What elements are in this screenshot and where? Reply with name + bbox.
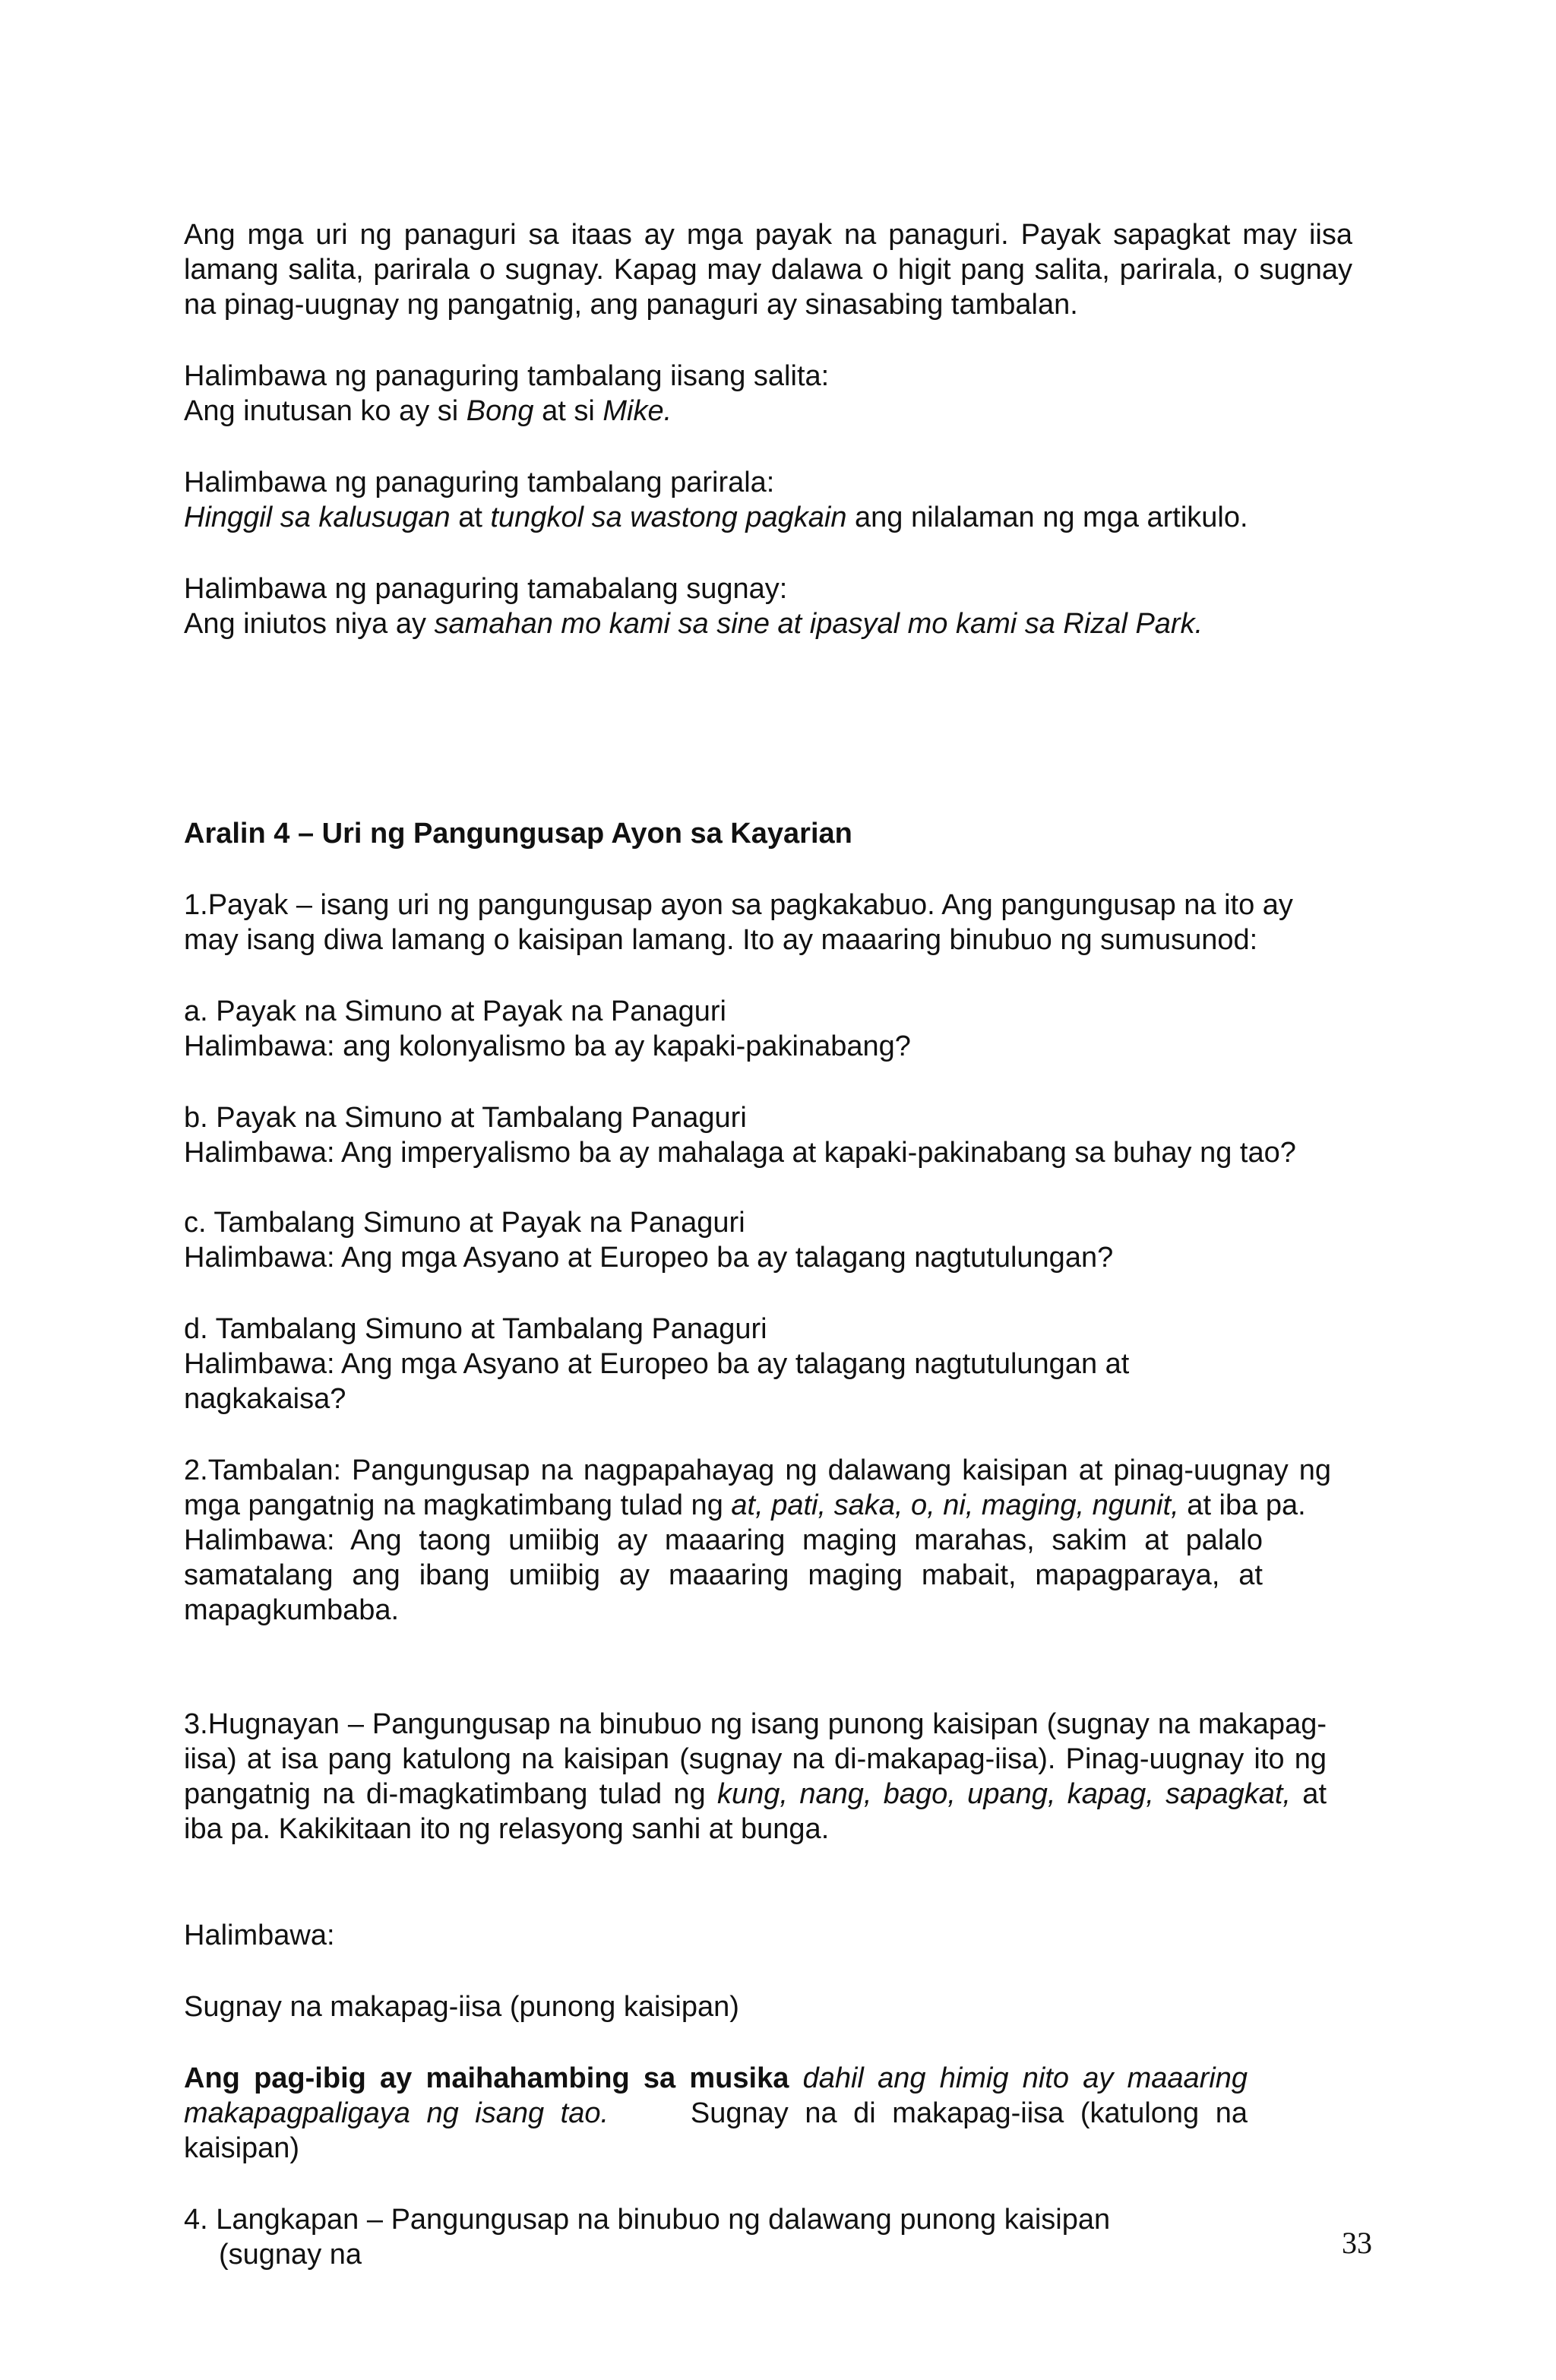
sub-b-block (184, 1100, 1415, 1170)
sub-c-title: c. Tambalang Simuno at Payak na Panaguri (184, 1207, 745, 1239)
sub-a-example: Halimbawa: ang kolonyalismo ba ay kapaki-pakinabang? (184, 1030, 911, 1062)
musika-block (184, 2061, 1256, 2166)
sub-a-title: a. Payak na Simuno at Payak na Panaguri (184, 995, 727, 1027)
sub-d-block (184, 1312, 1263, 1416)
tambalan-block (184, 1453, 1331, 1628)
sub-c-example: Halimbawa: Ang mga Asyano at Europeo ba ay talagang nagtutulungan? (184, 1242, 1114, 1274)
payak-line-1: 1.Payak – isang uri ng pangungusap ayon sa pagkakabuo. Ang pangungusap na ito ay (184, 889, 1293, 921)
hugnayan-definition: 3.Hugnayan – Pangungusap na binubuo ng isang punong kaisipan (sugnay na makapag-iisa) at isa pang katulong na kaisipan (sugnay na di-makapag-iisa). Pinag-uugnay ito ng pangatnig na di-magkatimbang tulad ng kung, nang, bago, upang, kapag, sapagkat, at iba pa. Kakikitaan ito ng relasyong sanhi at bunga. (184, 1708, 1327, 1845)
example-word-block (184, 359, 1399, 429)
langkapan-line-1: 4. Langkapan – Pangungusap na binubuo ng dalawang punong kaisipan (184, 2204, 1111, 2236)
example-phrase-block (184, 465, 1399, 535)
hugnayan-block (184, 1707, 1327, 1847)
example-clause-label: Halimbawa ng panaguring tamabalang sugnay: (184, 573, 788, 605)
page-number: 33 (1342, 2226, 1372, 2260)
payak-block (184, 888, 1415, 957)
example-clause-sentence: Ang iniutos niya ay samahan mo kami sa sine at ipasyal mo kami sa Rizal Park. (184, 608, 1203, 640)
langkapan-line-2: (sugnay na (219, 2239, 362, 2271)
tambalan-definition: 2.Tambalan: Pangungusap na nagpapahayag ng dalawang kaisipan at pinag-uugnay ng mga pangatnig na magkatimbang tulad ng at, pati, saka, o, ni, maging, ngunit, at iba pa. (184, 1454, 1331, 1521)
sugnay-label: Sugnay na makapag-iisa (punong kaisipan) (184, 1991, 739, 2023)
sub-c-block (184, 1205, 1415, 1275)
intro-text: Ang mga uri ng panaguri sa itaas ay mga payak na panaguri. Payak sapagkat may iisa lamang salita, parirala o sugnay. Kapag may dalawa o higit pang salita, parirala, o sugnay na pinag-uugnay ng pangatnig, ang panaguri ay sinasabing tambalan. (184, 219, 1352, 321)
halimbawa-label: Halimbawa: (184, 1920, 335, 1951)
example-word-label: Halimbawa ng panaguring tambalang iisang salita: (184, 360, 830, 392)
intro-paragraph (184, 217, 1352, 322)
example-phrase-sentence: Hinggil sa kalusugan at tungkol sa wastong pagkain ang nilalaman ng mga artikulo. (184, 502, 1248, 533)
sub-d-example: Halimbawa: Ang mga Asyano at Europeo ba ay talagang nagtutulungan at nagkakaisa? (184, 1348, 1130, 1415)
musika-sentence: Ang pag-ibig ay maihahambing sa musika dahil ang himig nito ay maaaring makapagpaligaya ng isang tao. Sugnay na di makapag-iisa (katulong na kaisipan) (184, 2062, 1256, 2164)
sub-a-block (184, 994, 1415, 1064)
sub-b-example: Halimbawa: Ang imperyalismo ba ay mahalaga at kapaki-pakinabang sa buhay ng tao? (184, 1137, 1296, 1169)
example-phrase-label: Halimbawa ng panaguring tambalang parirala: (184, 467, 775, 498)
payak-line-2: may isang diwa lamang o kaisipan lamang. Ito ay maaaring binubuo ng sumusunod: (184, 924, 1258, 956)
tambalan-example: Halimbawa: Ang taong umiibig ay maaaring maging marahas, sakim at palalo samatalang ang ibang umiibig ay maaaring maging mabait, mapagparaya, at mapagkumbaba. (184, 1524, 1263, 1626)
example-clause-block (184, 571, 1399, 641)
sub-b-title: b. Payak na Simuno at Tambalang Panaguri (184, 1102, 747, 1134)
example-word-sentence: Ang inutusan ko ay si Bong at si Mike. (184, 395, 672, 427)
lesson-title: Aralin 4 – Uri ng Pangungusap Ayon sa Kayarian (184, 818, 852, 850)
langkapan-block (184, 2202, 1278, 2272)
sub-d-title: d. Tambalang Simuno at Tambalang Panaguri (184, 1313, 767, 1345)
